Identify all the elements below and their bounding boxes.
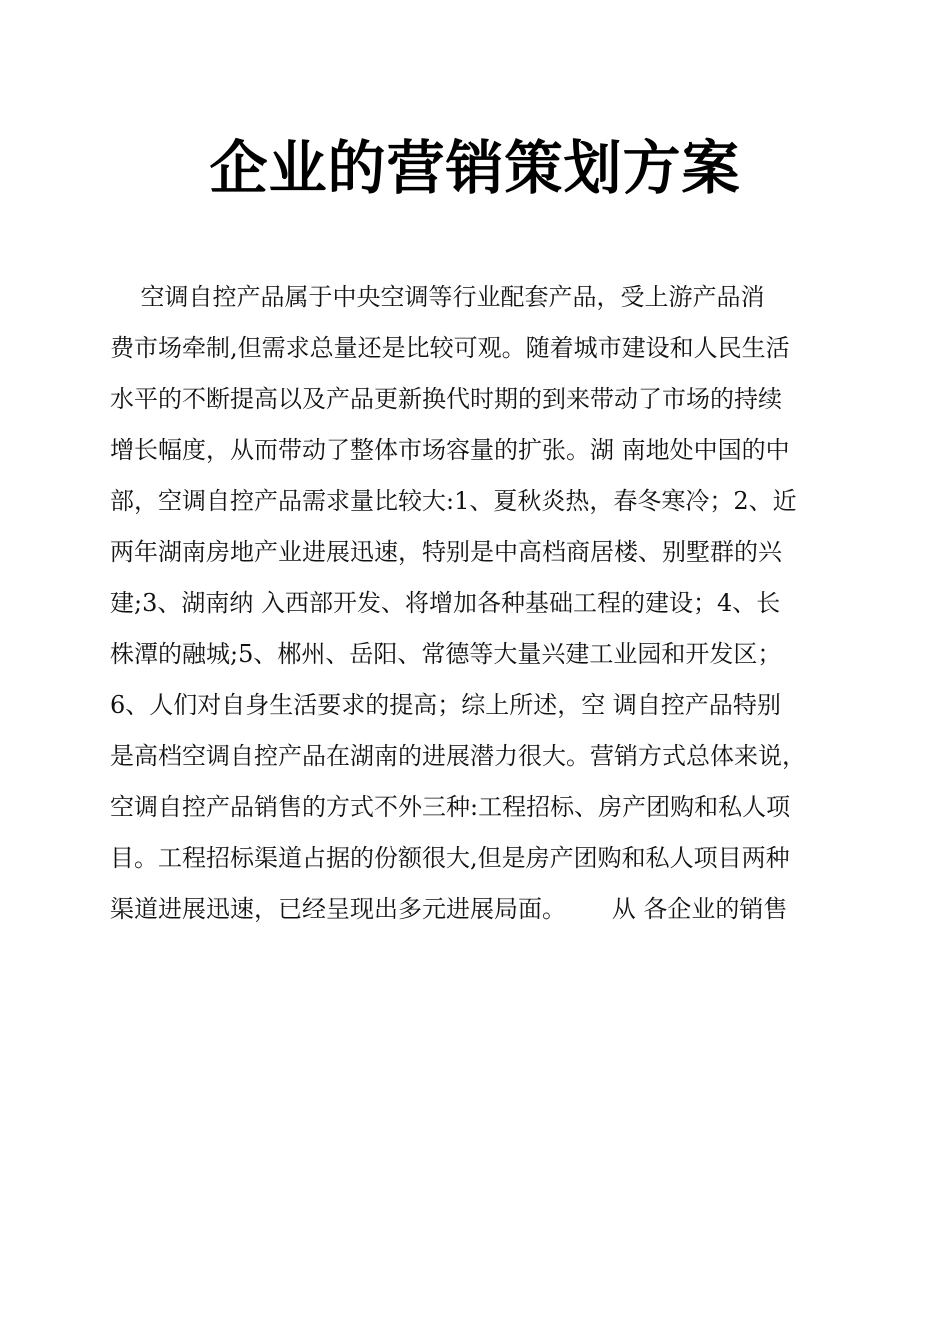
text-line: 部，空调自控产品需求量比较大:1、夏秋炎热，春冬寒冷；2、近 <box>110 487 797 515</box>
document-title: 企业的营销策划方案 <box>209 134 741 202</box>
text-line: 费市场牵制,但需求总量还是比较可观。随着城市建设和人民生活 <box>110 334 790 362</box>
text-line: 两年湖南房地产业进展迅速，特别是中高档商居楼、别墅群的兴 <box>110 538 782 566</box>
text-line: 渠道进展迅速，已经呈现出多元进展局面。 从 各企业的销售 <box>110 895 788 923</box>
text-line: 6、人们对自身生活要求的提高；综上所述，空 调自控产品特别 <box>110 691 781 719</box>
text-line: 增长幅度，从而带动了整体市场容量的扩张。湖 南地处中国的中 <box>110 436 790 464</box>
text-line: 目。工程招标渠道占据的份额很大,但是房产团购和私人项目两种 <box>110 844 790 872</box>
text-line: 是高档空调自控产品在湖南的进展潜力很大。营销方式总体来说， <box>110 742 806 770</box>
text-line: 株潭的融城;5、郴州、岳阳、常德等大量兴建工业园和开发区； <box>110 640 782 668</box>
body-paragraph <box>110 272 840 935</box>
text-line: 空调自控产品属于中央空调等行业配套产品，受上游产品消 <box>110 283 765 311</box>
text-line: 空调自控产品销售的方式不外三种:工程招标、房产团购和私人项 <box>110 793 791 821</box>
text-line: 建;3、湖南纳 入西部开发、将增加各种基础工程的建设；4、长 <box>110 589 781 617</box>
text-line: 水平的不断提高以及产品更新换代时期的到来带动了市场的持续 <box>110 385 782 413</box>
